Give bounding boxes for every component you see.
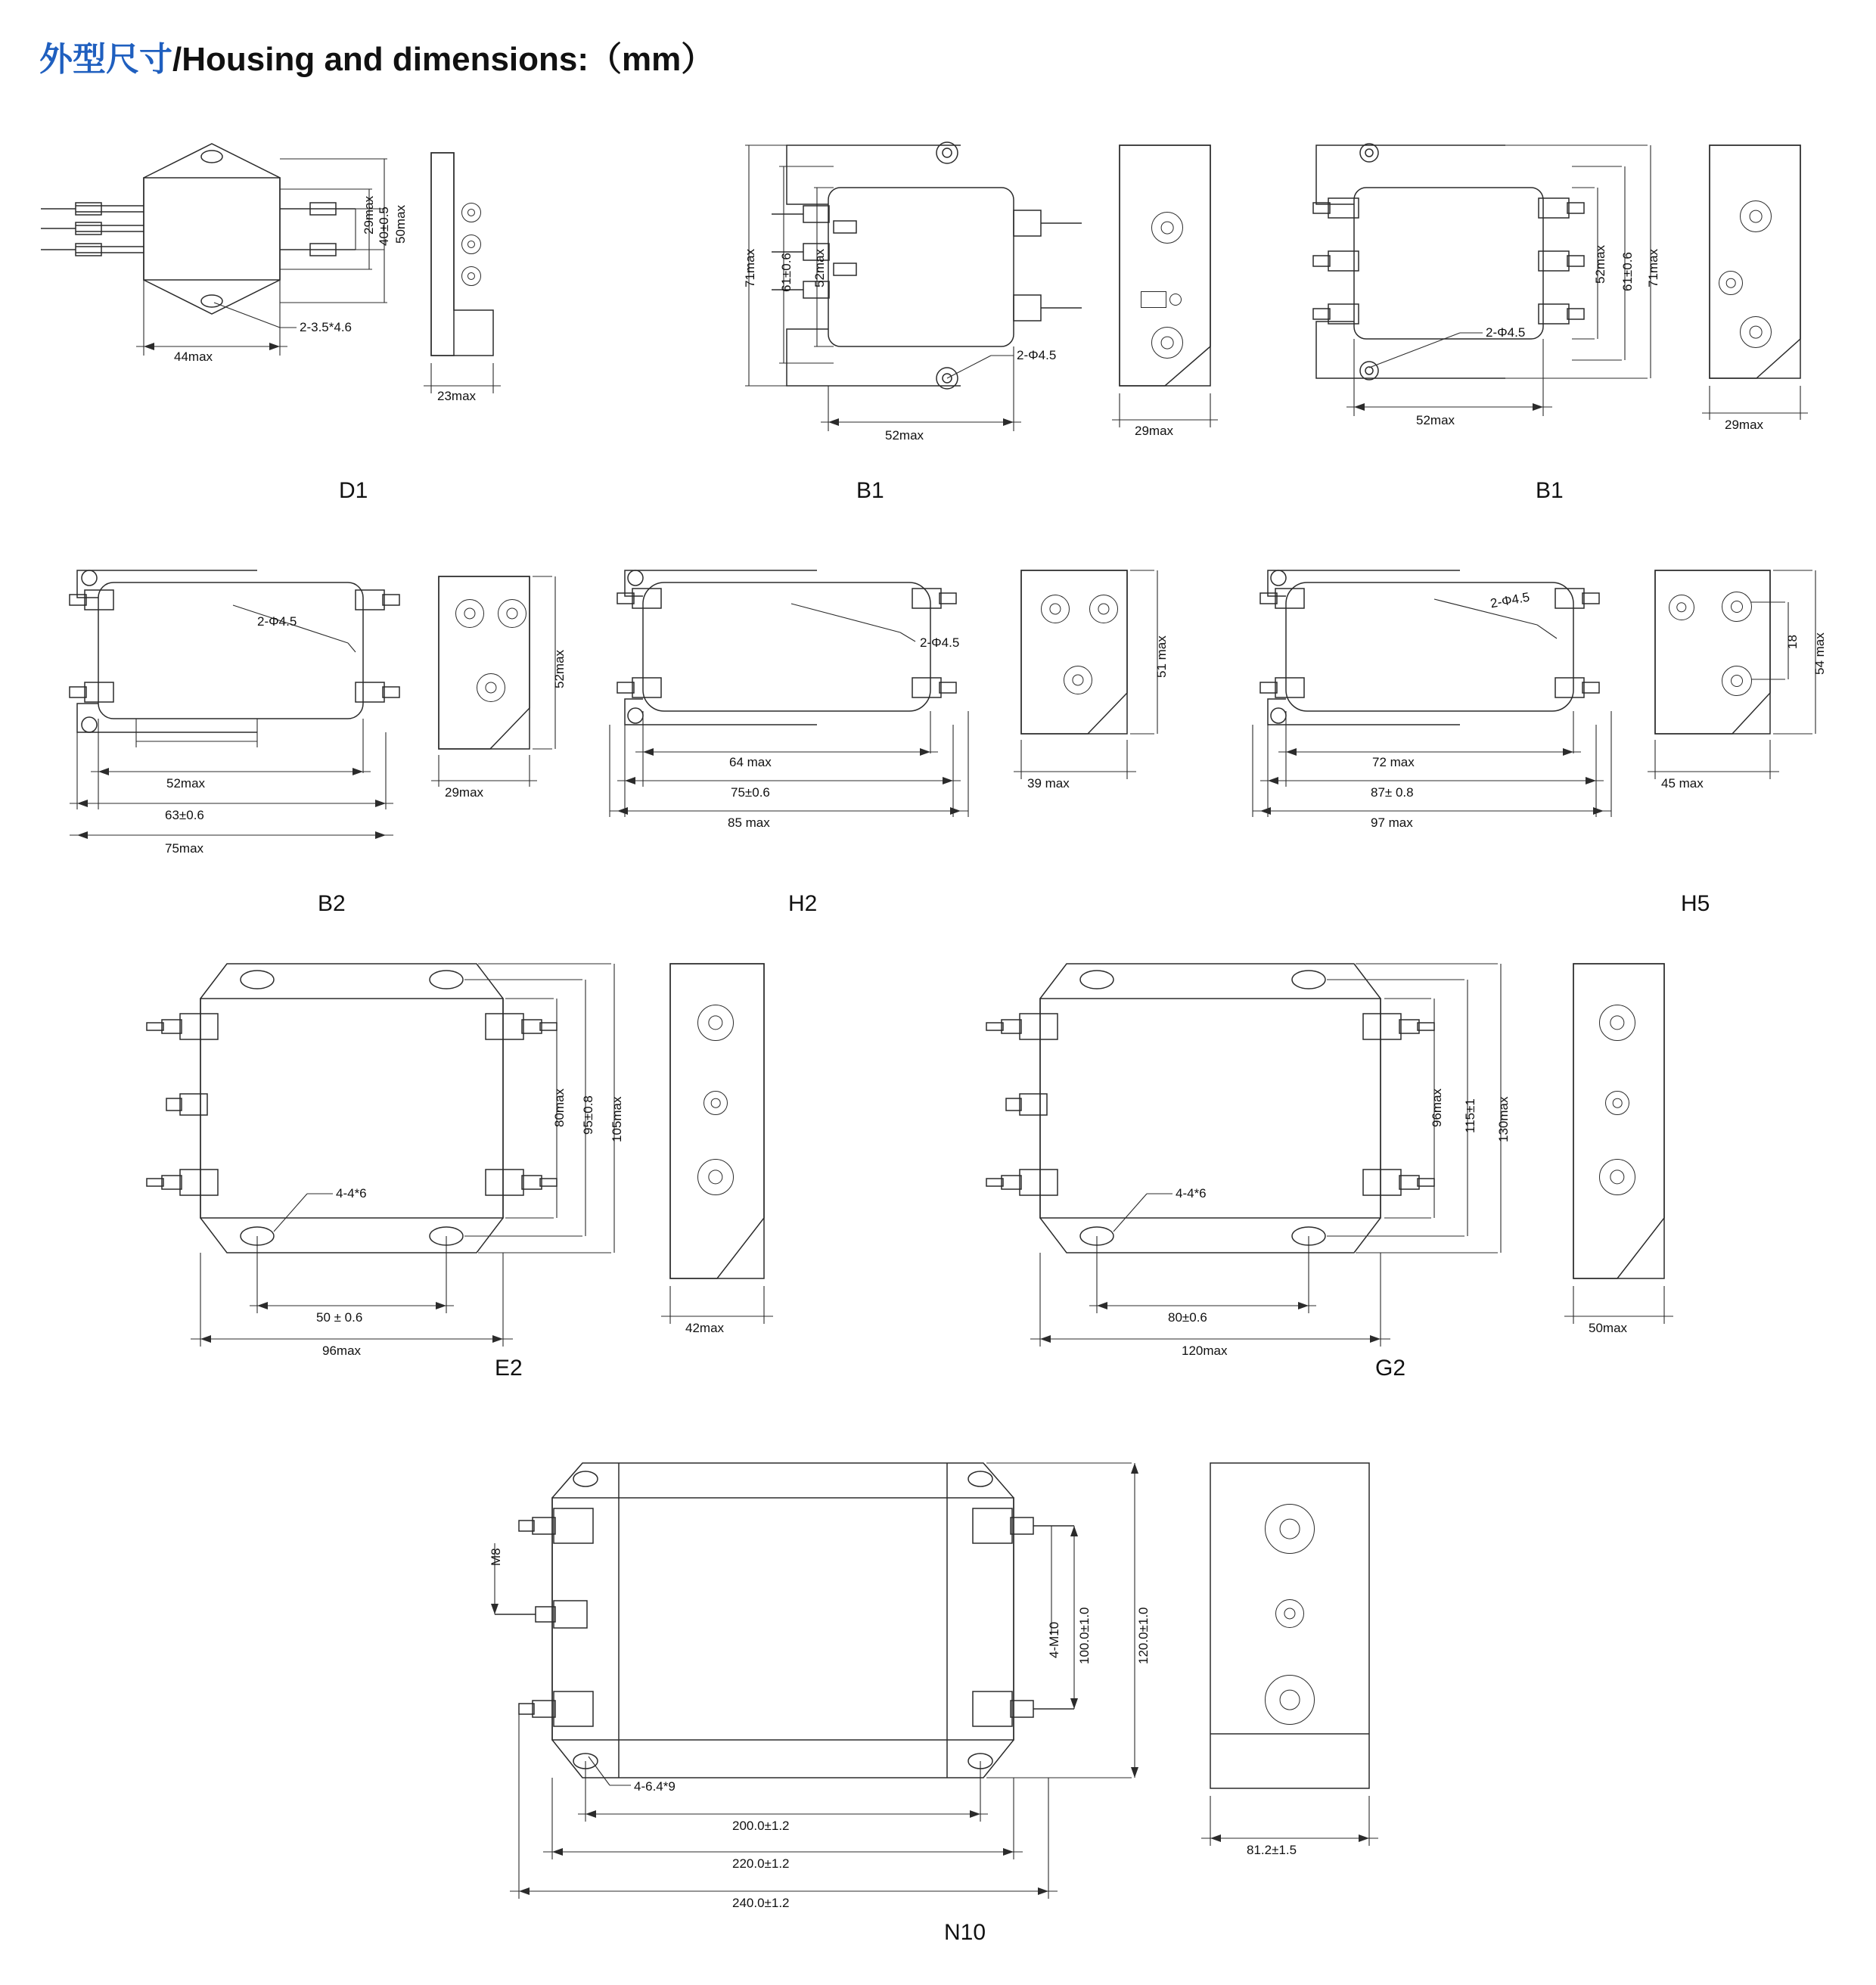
dimension-label: 54 max — [1812, 632, 1827, 675]
dimension-label: 120max — [1182, 1344, 1228, 1358]
dimension-label: 4-M10 — [1047, 1621, 1061, 1658]
dimension-label: 52max — [166, 776, 206, 791]
dimension-label: M8 — [489, 1548, 503, 1566]
dimension-label: 75±0.6 — [731, 785, 770, 800]
figure-d1 — [30, 136, 560, 454]
dimension-label: 42max — [685, 1321, 725, 1335]
screw-icon — [1151, 212, 1183, 244]
dimension-label: 95±0.8 — [581, 1095, 595, 1135]
figure-h2-drawing — [598, 560, 1233, 878]
dimension-label: 52max — [885, 428, 924, 443]
dimension-label: 64 max — [729, 755, 772, 769]
dimension-label: 50max — [1589, 1321, 1628, 1335]
screw-icon — [1064, 666, 1092, 694]
dimension-label: 23max — [437, 389, 477, 403]
dimension-label: 2-Φ4.5 — [920, 635, 960, 650]
dimension-label: 96max — [322, 1344, 362, 1358]
dimension-label: 85 max — [728, 815, 770, 830]
figure-name-e2: E2 — [495, 1356, 523, 1381]
dimension-label: 96max — [1430, 1088, 1444, 1127]
dimension-label: 72 max — [1372, 755, 1415, 769]
screw-icon — [1599, 1005, 1635, 1041]
screw-icon — [1669, 595, 1694, 620]
dimension-label: 52max — [552, 649, 567, 688]
figure-h5 — [1241, 560, 1853, 878]
dimension-label: 61±0.6 — [1620, 252, 1635, 291]
figure-name-b1-b: B1 — [1536, 478, 1564, 503]
dimension-label: 71max — [1646, 248, 1660, 287]
dimension-label: 29max — [445, 785, 484, 800]
figure-b1-front — [635, 136, 1241, 454]
figure-n10 — [454, 1452, 1437, 1937]
figure-name-h5: H5 — [1681, 891, 1710, 916]
screw-icon — [1041, 595, 1070, 623]
figure-g2 — [976, 953, 1717, 1377]
screw-icon — [1265, 1675, 1315, 1725]
dimension-label: 51 max — [1154, 635, 1169, 678]
figure-e2 — [136, 953, 832, 1377]
dimension-label: 61±0.6 — [779, 253, 794, 292]
screw-icon — [1722, 592, 1752, 622]
dimension-label: 120.0±1.0 — [1136, 1607, 1151, 1664]
dimension-label: 50max — [393, 204, 408, 244]
screw-icon — [1740, 316, 1772, 348]
dimension-label: 97 max — [1371, 815, 1413, 830]
screw-icon — [461, 235, 481, 254]
figure-h2 — [598, 560, 1233, 878]
dimension-label: 220.0±1.2 — [732, 1856, 790, 1871]
dimension-label: 2-Φ4.5 — [1017, 348, 1057, 362]
dimension-label: 100.0±1.0 — [1077, 1607, 1092, 1664]
dimension-label: 81.2±1.5 — [1247, 1843, 1297, 1857]
screw-icon — [461, 266, 481, 286]
page-title-separator: / — [172, 41, 182, 78]
dimension-label: 80max — [552, 1088, 567, 1127]
figure-b1-screw — [1256, 136, 1846, 454]
dimension-label: 18 — [1785, 635, 1800, 649]
page-title-english: Housing and dimensions:（mm） — [182, 41, 715, 78]
screw-icon — [697, 1005, 734, 1041]
figure-name-g2: G2 — [1375, 1356, 1406, 1381]
screw-icon — [1722, 666, 1752, 696]
figure-name-b1-a: B1 — [856, 478, 884, 503]
dimension-label: 130max — [1496, 1096, 1511, 1142]
dimension-label: 2-Φ4.5 — [1486, 325, 1526, 340]
figure-b1-screw-drawing — [1256, 136, 1846, 454]
figure-name-h2: H2 — [788, 891, 818, 916]
dimension-label: 240.0±1.2 — [732, 1896, 790, 1910]
dimension-label: 4-4*6 — [336, 1186, 367, 1201]
page-title — [39, 32, 714, 80]
figure-name-b2: B2 — [318, 891, 346, 916]
dimension-label: 2-Φ4.5 — [1489, 589, 1531, 611]
screw-icon — [1089, 595, 1118, 623]
dimension-label: 2-3.5*4.6 — [300, 320, 352, 334]
dimension-label: 52max — [1593, 244, 1607, 284]
dimension-label: 44max — [174, 349, 213, 364]
dimension-label: 29max — [1135, 424, 1174, 438]
figure-name-d1: D1 — [339, 478, 368, 503]
dimension-label: 4-6.4*9 — [634, 1779, 676, 1794]
dimension-label: 2-Φ4.5 — [257, 614, 297, 629]
dimension-label: 39 max — [1027, 776, 1070, 791]
figure-name-n10: N10 — [944, 1920, 986, 1945]
screw-icon — [1740, 200, 1772, 232]
screw-icon — [1605, 1091, 1629, 1115]
dimension-label: 29max — [1725, 418, 1764, 432]
figure-h5-drawing — [1241, 560, 1853, 878]
dimension-label: 4-4*6 — [1176, 1186, 1207, 1201]
dimension-label: 105max — [610, 1096, 624, 1142]
dimension-label: 29max — [362, 195, 376, 235]
screw-icon — [1599, 1159, 1635, 1195]
screw-icon — [1169, 294, 1182, 306]
dimension-label: 63±0.6 — [165, 808, 204, 822]
dimension-label: 75max — [165, 841, 204, 856]
dimension-label: 45 max — [1661, 776, 1704, 791]
dimension-label: 71max — [743, 248, 757, 287]
dimension-label: 50 ± 0.6 — [316, 1310, 363, 1325]
figure-d1-drawing — [30, 136, 560, 454]
dimension-label: 115±1 — [1463, 1098, 1477, 1133]
screw-icon — [1275, 1599, 1304, 1628]
dimension-label: 52max — [812, 248, 827, 287]
screw-icon — [704, 1091, 728, 1115]
screw-icon — [1151, 327, 1183, 359]
dimension-label: 52max — [1416, 413, 1455, 427]
dimension-label: 200.0±1.2 — [732, 1819, 790, 1833]
screw-icon — [1719, 271, 1743, 295]
terminal-slot — [1141, 291, 1166, 308]
dimension-label: 40±0.5 — [377, 207, 391, 246]
figure-b2-extra-dims — [30, 560, 590, 878]
dimension-label: 87± 0.8 — [1371, 785, 1414, 800]
screw-icon — [461, 203, 481, 222]
screw-icon — [697, 1159, 734, 1195]
screw-icon — [1265, 1504, 1315, 1554]
page-title-chinese: 外型尺寸 — [39, 41, 172, 78]
dimension-label: 80±0.6 — [1168, 1310, 1207, 1325]
